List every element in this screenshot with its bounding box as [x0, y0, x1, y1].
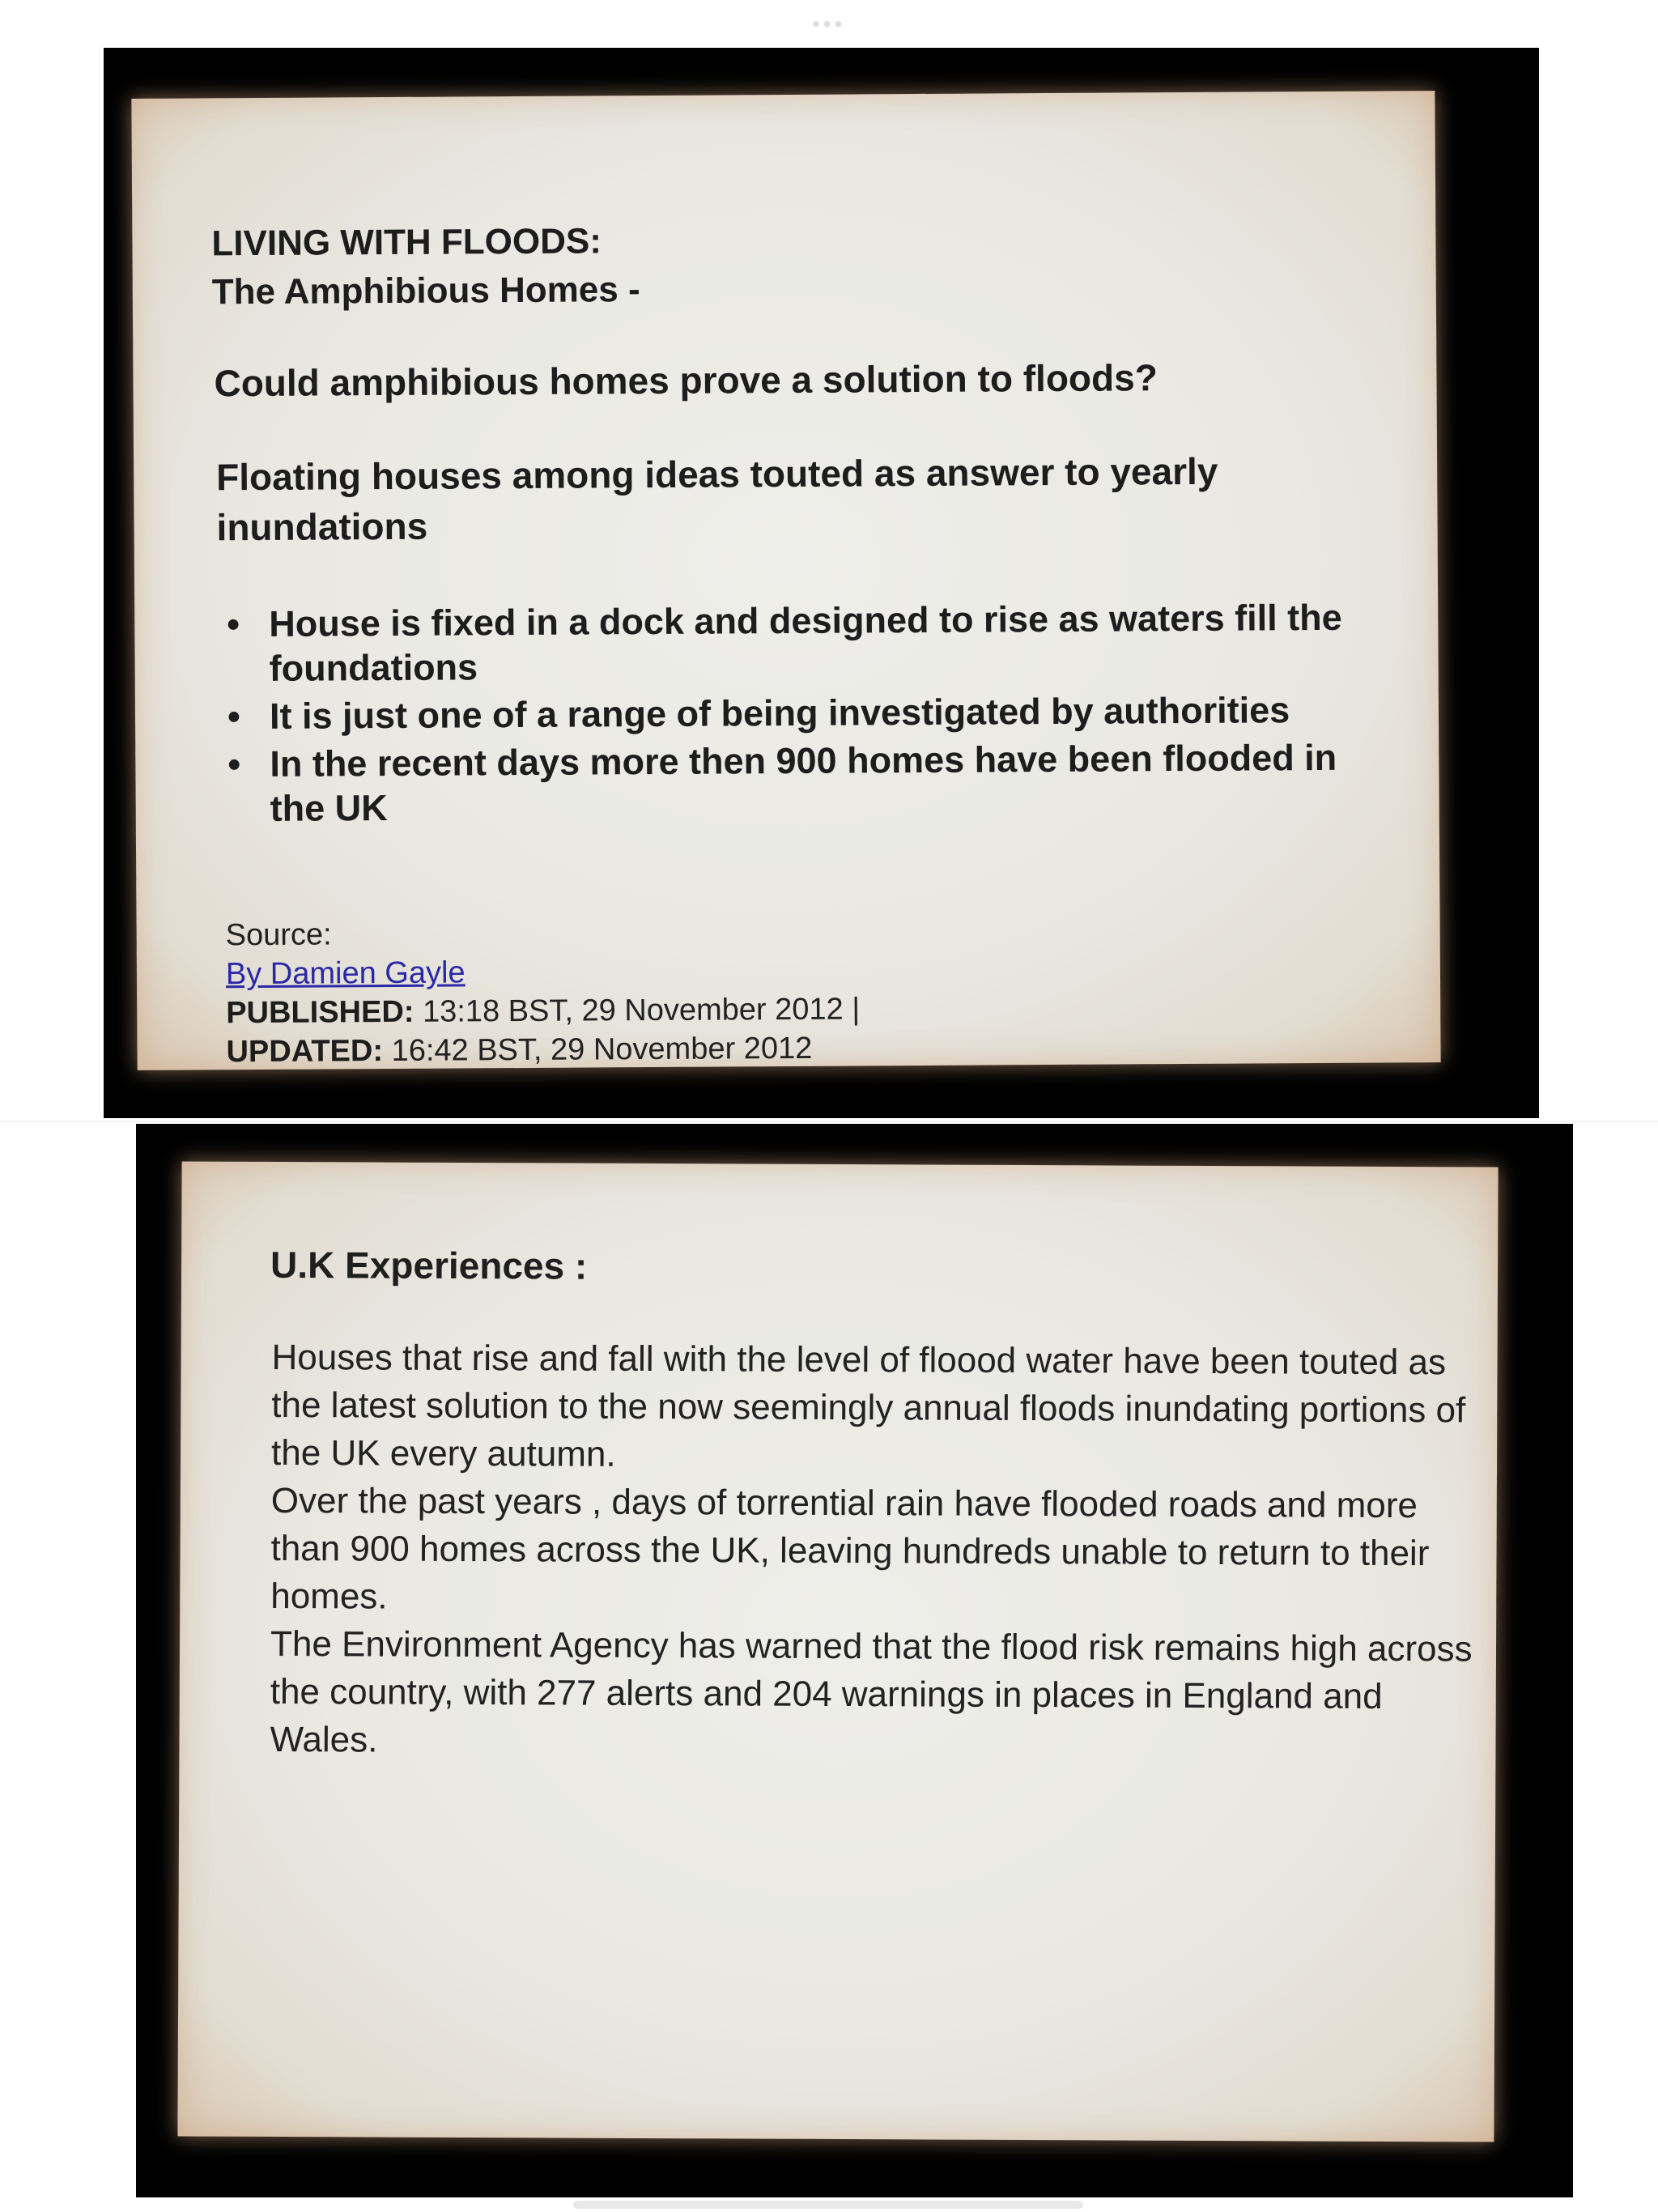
source-block — [226, 912, 861, 1071]
slide-screen-2 — [177, 1161, 1498, 2142]
slide-photo-1 — [104, 48, 1539, 1118]
published-line — [226, 989, 860, 1032]
source-label: Source: — [225, 917, 332, 953]
slide-heading-line1: LIVING WITH FLOODS: — [211, 221, 602, 264]
published-value: 13:18 BST, 29 November 2012 | — [414, 992, 861, 1029]
bullet-text: It is just one of a range of being investigated by authorities — [269, 689, 1290, 737]
uk-experiences-title: U.K Experiences : — [270, 1243, 588, 1287]
bullet-item — [223, 687, 1372, 739]
top-menu-dots[interactable]: ••• — [812, 11, 846, 36]
photo-divider — [0, 1121, 1658, 1122]
bullet-text: In the recent days more then 900 homes have been flooded in the UK — [270, 736, 1337, 829]
author-link[interactable]: By Damien Gayle — [225, 955, 466, 992]
slide-heading-line2: The Amphibious Homes - — [211, 270, 640, 313]
slide-screen-1 — [131, 91, 1440, 1070]
updated-value: 16:42 BST, 29 November 2012 — [382, 1031, 813, 1069]
bullet-dot-icon: • — [227, 603, 240, 645]
bullet-text: House is fixed in a dock and designed to rise as waters fill the foundations — [269, 596, 1342, 689]
updated-line — [226, 1028, 860, 1071]
uk-paragraph-2: Over the past years , days of torrential rain have flooded roads and more than 900 homes across the UK, leaving hundreds unable to return to their homes. — [270, 1480, 1430, 1617]
slide-summary: Floating houses among ideas touted as answer to yearly inundations — [216, 449, 1218, 549]
updated-label: UPDATED: — [226, 1034, 384, 1070]
bullet-item — [222, 595, 1372, 691]
slide-question: Could amphibious homes prove a solution to floods? — [214, 356, 1158, 405]
bullet-dot-icon: • — [227, 696, 240, 738]
bullet-list — [222, 595, 1373, 835]
bullet-dot-icon: • — [227, 743, 241, 785]
home-indicator[interactable] — [573, 2201, 1083, 2209]
uk-paragraph-1: Houses that rise and fall with the level of floood water have been touted as the latest solution to the now seemingly annual floods inundating portions of the UK every autumn. — [270, 1337, 1466, 1474]
bullet-item — [223, 735, 1373, 832]
slide-photo-2 — [136, 1124, 1573, 2197]
uk-paragraph-3: The Environment Agency has warned that the flood risk remains high across the country, with 277 alerts and 204 warnings in places in England and Wales. — [270, 1623, 1473, 1760]
published-label: PUBLISHED: — [226, 994, 414, 1031]
